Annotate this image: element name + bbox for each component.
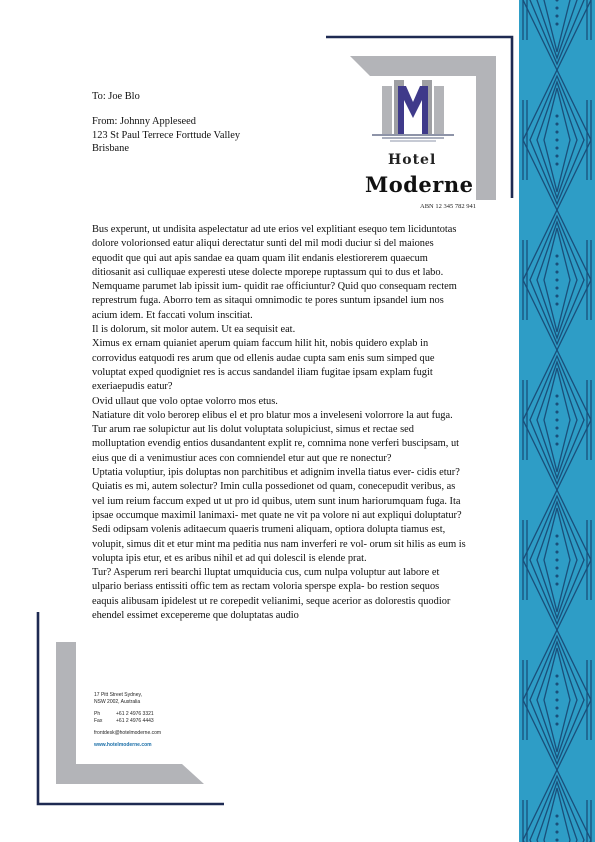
phone-number: +61 2 4976 3321 <box>116 711 154 717</box>
strip-dot <box>556 23 558 25</box>
body-paragraph: Tur? Asperum reri bearchi lluptat umquiducia cus, cum nulpa voluptur aut labore et ulpario beriass entissiti offic tem as rectam voloria sperspe expla- bo restion sequos eaquis alibusam ipidelest ut re corepedit velianimi, seque acerior as dolorestis quodior ehendel essimet excepereme que doluptatas audio <box>92 567 451 622</box>
letter-body <box>92 223 466 623</box>
strip-dot <box>556 123 558 125</box>
strip-dot <box>556 707 558 709</box>
strip-dot <box>556 287 558 289</box>
strip-dot <box>556 575 558 577</box>
strip-dot <box>556 699 558 701</box>
strip-dot <box>556 691 558 693</box>
strip-dot <box>556 147 558 149</box>
strip-dot <box>556 115 558 117</box>
body-paragraph: Ovid ullaut que volo optae volorro mos etus. <box>92 395 278 407</box>
strip-dot <box>556 263 558 265</box>
strip-dot <box>556 443 558 445</box>
strip-dot <box>556 303 558 305</box>
strip-dot <box>556 839 558 841</box>
strip-dot <box>556 823 558 825</box>
strip-dot <box>556 543 558 545</box>
website-link[interactable]: www.hotelmoderne.com <box>94 742 152 748</box>
strip-dot <box>556 583 558 585</box>
strip-dot <box>556 551 558 553</box>
body-paragraph: Uptatia voluptiur, ipis doluptas non parchitibus et adignim invella tiatus ever- cidis etur? Quiatis es mi, autem solectur? Imin culla possedionet od quam, conecepudit veribus, as vel ium reium faccum exped ut ut pro id quibus, utem sunt inum hariorumquam fuga. Ita ipsae occumque maximil lanimaxi- met quate ne vit pa volore ni aut expliqui doluptatur? <box>92 467 462 521</box>
strip-dot <box>556 255 558 257</box>
fax-number: +61 2 4976 4443 <box>116 718 154 724</box>
strip-dot <box>556 831 558 833</box>
strip-dot <box>556 395 558 397</box>
body-paragraph: Il is dolorum, sit molor autem. Ut ea sequisit eat. <box>92 324 296 336</box>
contact-details <box>94 692 161 749</box>
strip-dot <box>556 435 558 437</box>
hotel-logo-emblem <box>372 80 454 141</box>
strip-dot <box>556 131 558 133</box>
fax-label: Fax <box>94 718 103 724</box>
strip-dot <box>556 535 558 537</box>
contact-street: 17 Pitt Street Sydney, <box>94 692 142 698</box>
abn-number: ABN 12 345 782 941 <box>420 203 476 210</box>
strip-dot <box>556 271 558 273</box>
logo-word-hotel: Hotel <box>388 152 437 168</box>
strip-dot <box>556 295 558 297</box>
strip-dot <box>556 675 558 677</box>
contact-city: NSW 2002, Australia <box>94 699 141 705</box>
strip-dot <box>556 15 558 17</box>
strip-dot <box>556 815 558 817</box>
strip-dot <box>556 559 558 561</box>
sender-address-line2: Brisbane <box>92 143 129 155</box>
body-paragraph: Sedi odipsam volenis aditaecum quaeris trumeni aliquam, optiora dolupta tiamus est, volupit, simus dit et etur mint ma peditia nus nam inverferi re vol- orum sit hilis as eum is volupta ipis etur, et es aribus nihil et ad qui dolescil is elende prat. <box>92 524 466 564</box>
sender-line: From: Johnny Appleseed <box>92 116 196 128</box>
sender-address-line1: 123 St Paul Terrece Forttude Valley <box>92 129 241 141</box>
strip-dot <box>556 155 558 157</box>
strip-dot <box>556 279 558 281</box>
strip-dot <box>556 683 558 685</box>
decorative-side-strip <box>519 0 595 842</box>
strip-dot <box>556 419 558 421</box>
strip-dot <box>556 567 558 569</box>
strip-dot <box>556 7 558 9</box>
strip-dot <box>556 0 558 1</box>
address-block <box>92 90 240 156</box>
body-paragraph: Bus experunt, ut undisita aspelectatur ad ute erios vel explitiant esequo tem liciduntotas dolore volorionsed eatur aliqui derectatur sunti del mil modi duciur si del maiones equodit que qui aut apis sandae ea quam quam ilit endanis elestiorerem quaecum ditiosanit asi culliquae experesti utese dolecte mporepe ruptassum qui to dus et labo. Nemquame parumet lab ipissit ium- quidit rae officiuntur? Quid quo consequam rectem represtrum fuga. Aborro tem as sitaqui omnimodic te pores suntum ipsandel ium nos acium idem. Et faccati volum inscitiat. <box>92 224 457 321</box>
strip-dot <box>556 163 558 165</box>
recipient-line: To: Joe Blo <box>92 91 140 102</box>
strip-dot <box>556 427 558 429</box>
phone-label: Ph <box>94 711 101 717</box>
strip-dot <box>556 411 558 413</box>
logo-word-moderne: Moderne <box>365 172 474 197</box>
strip-dot <box>556 715 558 717</box>
strip-dot <box>556 403 558 405</box>
body-paragraph: Ximus ex ernam quianiet aperum quiam faccum hilit hit, nobis quidero explab in corrovidus eatquodi res arum que od ellenis audae cupta sam enis sum simped que voluptat exped quodigniet res is accus sandandel iliam fugitae ipsam explam fugit exeriaepudis eatur? <box>92 338 435 393</box>
strip-dot <box>556 723 558 725</box>
body-paragraph: Natiature dit volo berorep elibus el et pro blatur mos a inveleseni volorrore la aut fuga. Tur arum rae solupictur aut lis dolut voluptata solupiciust, simus et rectae sed molluptation evendig entios dusandantent explit re, comnima none verferi buscipsam, ut eius que di a venimustiur aces con comniendel etur aut que re nonectur? <box>92 409 460 464</box>
contact-email[interactable]: frontdesk@hotelmoderne.com <box>94 730 162 736</box>
strip-dot <box>556 139 558 141</box>
